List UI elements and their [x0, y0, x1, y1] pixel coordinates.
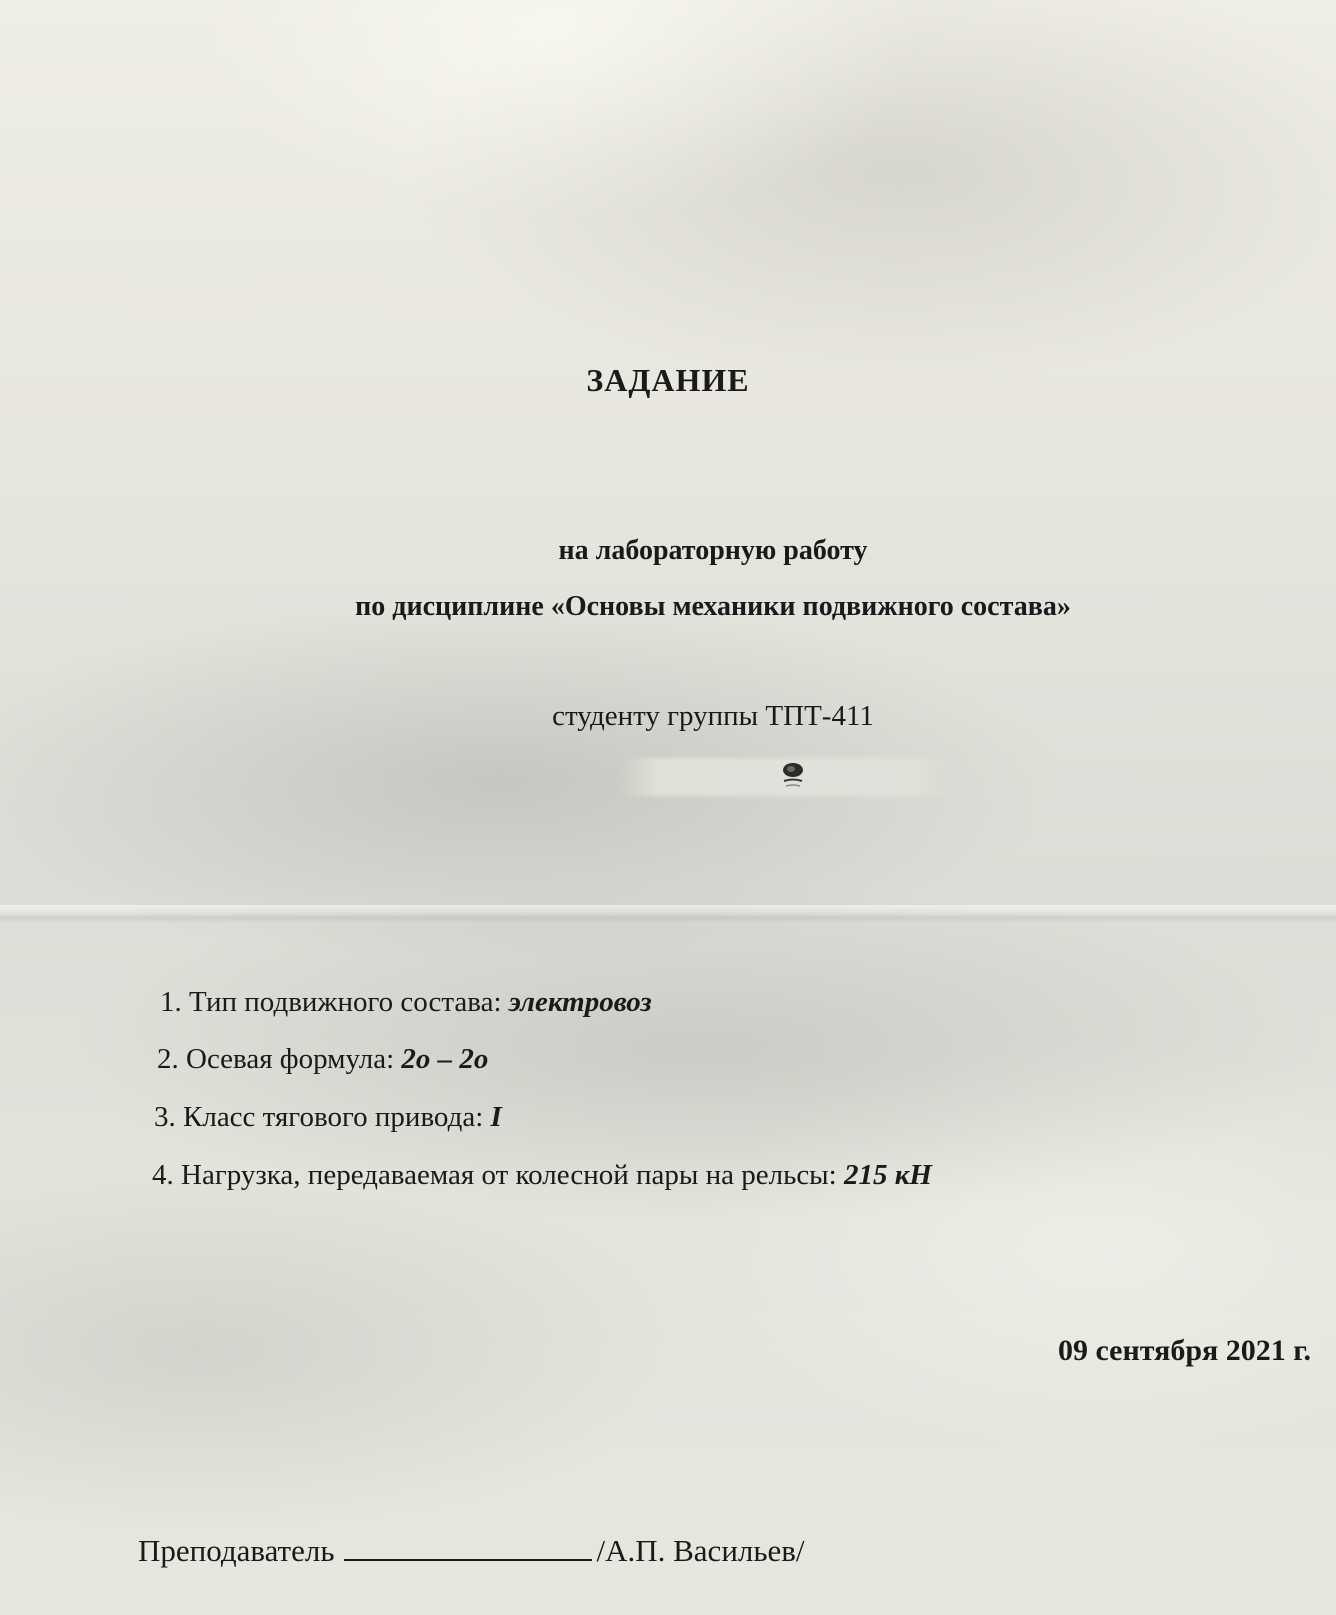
- item-value: 2о – 2о: [401, 1043, 489, 1075]
- signature-line: [344, 1533, 592, 1561]
- document-title: ЗАДАНИЕ: [586, 362, 750, 398]
- document-date: 09 сентября 2021 г.: [1057, 1334, 1311, 1367]
- item-label: 4. Нагрузка, передаваемая от колесной пары на рельсы:: [152, 1159, 844, 1191]
- signature-role: Преподаватель: [138, 1533, 335, 1568]
- signature-name: /А.П. Васильев/: [596, 1533, 805, 1568]
- recipient-line: студенту группы ТПТ-411: [552, 700, 874, 732]
- item-label: 2. Осевая формула:: [157, 1043, 402, 1075]
- item-value: I: [490, 1101, 502, 1133]
- signature-row: [138, 1533, 805, 1569]
- item-label: 1. Тип подвижного состава:: [160, 986, 509, 1018]
- ink-blot-icon: [780, 760, 806, 790]
- list-item: [160, 986, 652, 1019]
- item-value: электровоз: [508, 986, 652, 1018]
- subtitle-line-2: по дисциплине «Основы механики подвижного состава»: [355, 591, 1071, 622]
- list-item: [152, 1159, 932, 1192]
- item-value: 215 кН: [843, 1159, 932, 1191]
- paper-fold: [0, 905, 1336, 923]
- list-item: [154, 1101, 502, 1134]
- subtitle-line-1: на лабораторную работу: [558, 535, 868, 566]
- list-item: [157, 1043, 488, 1076]
- item-label: 3. Класс тягового привода:: [154, 1101, 491, 1133]
